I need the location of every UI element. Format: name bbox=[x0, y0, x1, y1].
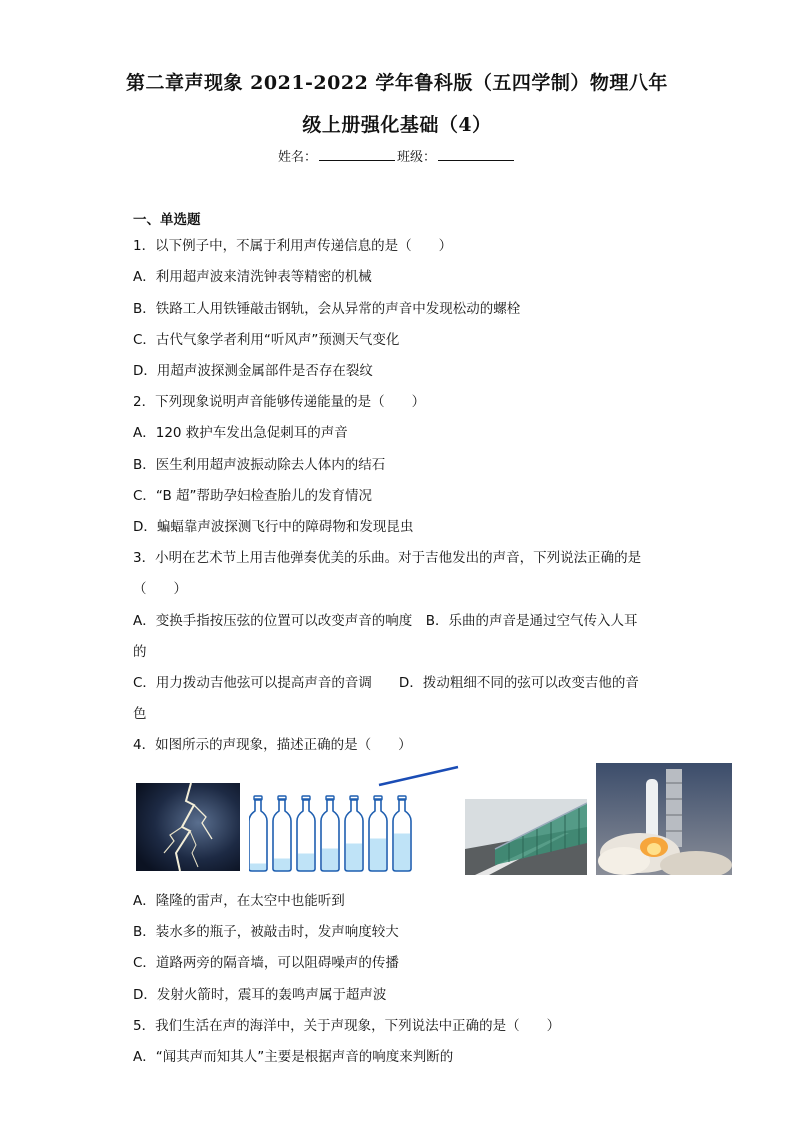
page-title-line2: 级上册强化基础（4） bbox=[302, 114, 492, 136]
bottle-water bbox=[346, 844, 362, 872]
q2-option-c: C．“B 超”帮助孕妇检查胎儿的发育情况 bbox=[133, 488, 373, 504]
q2-option-a: A．120 救护车发出急促刺耳的声音 bbox=[133, 425, 348, 441]
bottle bbox=[345, 796, 363, 871]
q3-options-ab-cont: 的 bbox=[133, 644, 147, 660]
rocket-launch-image bbox=[596, 763, 732, 875]
q4-option-c: C．道路两旁的隔音墙，可以阻碍噪声的传播 bbox=[133, 955, 399, 971]
bottle-rim bbox=[398, 796, 406, 800]
class-label: 班级： bbox=[397, 150, 437, 165]
bottle bbox=[249, 796, 267, 871]
bottle-water bbox=[394, 834, 410, 872]
q1-option-a: A．利用超声波来清洗钟表等精密的机械 bbox=[133, 269, 372, 285]
q3-options-ab: A．变换手指按压弦的位置可以改变声音的响度 B．乐曲的声音是通过空气传入人耳 bbox=[133, 613, 638, 629]
bottle bbox=[321, 796, 339, 871]
bottle-water bbox=[274, 859, 290, 872]
bottle-rim bbox=[278, 796, 286, 800]
q2-option-d: D．蝙蝠靠声波探测飞行中的障碍物和发现昆虫 bbox=[133, 519, 414, 535]
page-title-line1: 第二章声现象 2021-2022 学年鲁科版（五四学制）物理八年 bbox=[126, 72, 668, 94]
student-info-line bbox=[0, 146, 794, 165]
q4-option-d: D．发射火箭时，震耳的轰鸣声属于超声波 bbox=[133, 987, 387, 1003]
bottle bbox=[393, 796, 411, 871]
q3-stem-cont: （ ） bbox=[133, 581, 187, 597]
q2-option-b: B．医生利用超声波振动除去人体内的结石 bbox=[133, 457, 386, 473]
bottle-outline bbox=[249, 799, 267, 871]
q4-stem: 4．如图所示的声现象，描述正确的是（ ） bbox=[133, 737, 412, 753]
q4-option-a: A．隆隆的雷声，在太空中也能听到 bbox=[133, 893, 345, 909]
q1-option-b: B．铁路工人用铁锤敲击钢轨，会从异常的声音中发现松动的螺栓 bbox=[133, 301, 521, 317]
bottle bbox=[273, 796, 291, 871]
name-blank[interactable] bbox=[319, 148, 395, 161]
bottle-water bbox=[322, 849, 338, 872]
bottle-rim bbox=[254, 796, 262, 800]
q3-options-cd: C．用力拨动吉他弦可以提高声音的音调 D．拨动粗细不同的弦可以改变吉他的音 bbox=[133, 675, 639, 691]
class-blank[interactable] bbox=[438, 148, 514, 161]
bottle-rim bbox=[350, 796, 358, 800]
q1-option-d: D．用超声波探测金属部件是否存在裂纹 bbox=[133, 363, 373, 379]
bottle-water bbox=[250, 864, 266, 872]
striking-stick bbox=[379, 767, 458, 785]
q1-stem: 1．以下例子中，不属于利用声传递信息的是（ ） bbox=[133, 238, 453, 254]
q4-figure-row bbox=[133, 763, 733, 878]
bottle-rim bbox=[374, 796, 382, 800]
q5-stem: 5．我们生活在声的海洋中，关于声现象，下列说法中正确的是（ ） bbox=[133, 1018, 561, 1034]
bottle-water bbox=[298, 854, 314, 872]
q2-stem: 2．下列现象说明声音能够传递能量的是（ ） bbox=[133, 394, 426, 410]
q3-stem: 3．小明在艺术节上用吉他弹奏优美的乐曲。对于吉他发出的声音，下列说法正确的是 bbox=[133, 550, 642, 566]
bottle-water bbox=[370, 839, 386, 872]
bottle bbox=[297, 796, 315, 871]
q3-options-cd-cont: 色 bbox=[133, 706, 147, 722]
sound-barrier-image bbox=[465, 799, 587, 875]
q4-option-b: B．装水多的瓶子，被敲击时，发声响度较大 bbox=[133, 924, 399, 940]
name-label: 姓名： bbox=[277, 150, 317, 165]
bottle-rim bbox=[326, 796, 334, 800]
bottle bbox=[369, 796, 387, 871]
lightning-image bbox=[136, 783, 240, 871]
q1-option-c: C．古代气象学者利用“听风声”预测天气变化 bbox=[133, 332, 400, 348]
section-heading: 一、单选题 bbox=[133, 212, 201, 228]
water-bottles-image bbox=[249, 763, 461, 875]
q5-option-a: A．“闻其声而知其人”主要是根据声音的响度来判断的 bbox=[133, 1049, 454, 1065]
bottle-rim bbox=[302, 796, 310, 800]
